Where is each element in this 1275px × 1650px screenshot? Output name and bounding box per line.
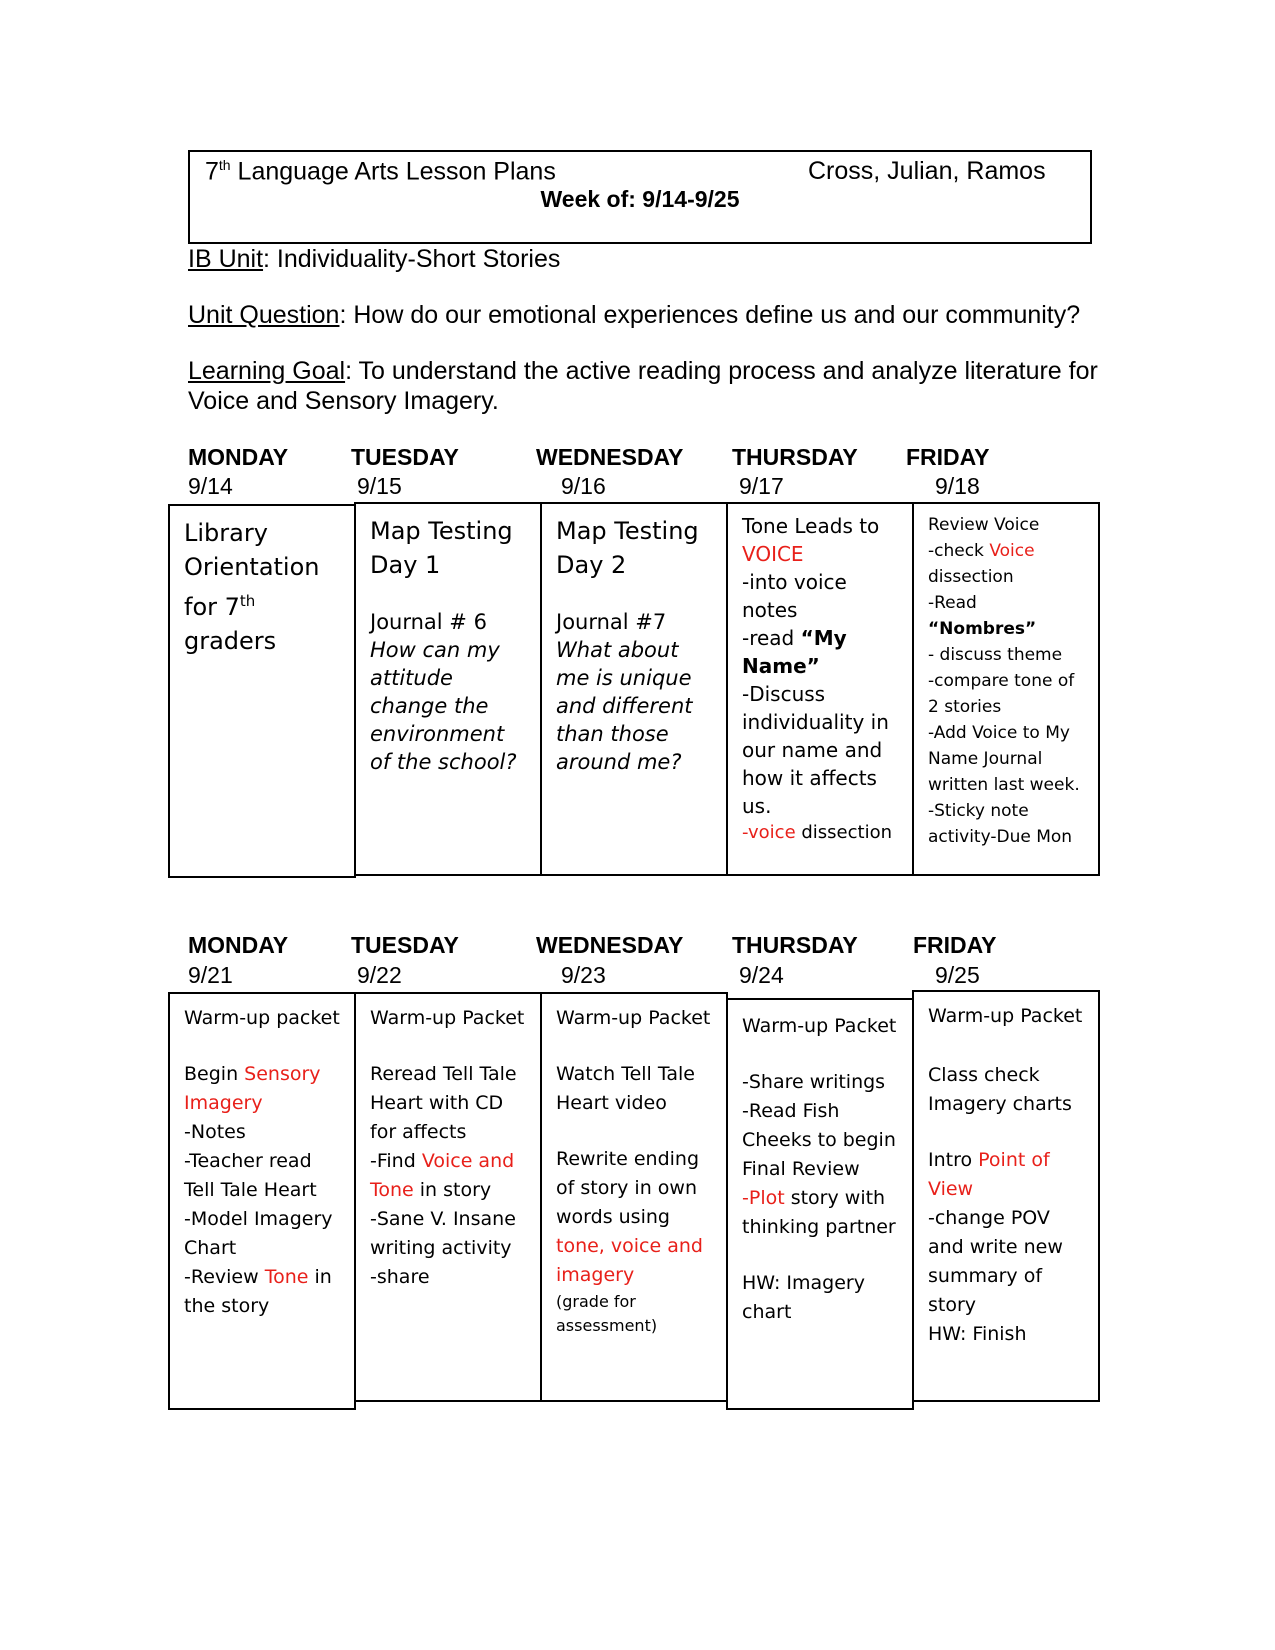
lesson-cell-thu-9-24: Warm-up Packet -Share writings -Read Fish Cheeks to begin Final Review -Plot story with thinking partner HW: Imagery chart [726,998,914,1410]
day-date: 9/21 [188,962,233,988]
week-range: Week of: 9/14-9/25 [540,186,740,212]
lesson-cell-fri-9-25: Warm-up Packet Class check Imagery charts Intro Point of View -change POV and write new summary of story HW: Finish [912,990,1100,1402]
day-header: WEDNESDAY [536,932,684,958]
lesson-cell-mon-9-21: Warm-up packet Begin Sensory Imagery -Notes -Teacher read Tell Tale Heart -Model Imagery Chart -Review Tone in the story [168,992,356,1410]
day-date: 9/22 [357,962,402,988]
day-date: 9/17 [739,473,784,499]
day-header: TUESDAY [351,932,459,958]
lesson-cell-wed-9-23: Warm-up Packet Watch Tell Tale Heart video Rewrite ending of story in own words using tone, voice and imagery (grade for assessment) [540,992,728,1402]
document-title: 7th Language Arts Lesson Plans [205,157,556,186]
day-date: 9/16 [561,473,606,499]
day-date: 9/24 [739,962,784,988]
day-date: 9/18 [935,473,980,499]
day-header: MONDAY [188,932,289,958]
day-header: MONDAY [188,444,289,470]
day-date: 9/15 [357,473,402,499]
teacher-names: Cross, Julian, Ramos [808,157,1046,185]
day-header: FRIDAY [913,932,997,958]
day-date: 9/23 [561,962,606,988]
day-header: WEDNESDAY [536,444,684,470]
day-header: TUESDAY [351,444,459,470]
lesson-cell-wed-9-16: Map Testing Day 2 Journal #7 What about me is unique and different than those around me? [540,502,728,876]
day-header: FRIDAY [906,444,990,470]
lesson-cell-tue-9-22: Warm-up Packet Reread Tell Tale Heart with CD for affects -Find Voice and Tone in story -Sane V. Insane writing activity -share [354,992,542,1402]
ib-unit: IB Unit: Individuality-Short Stories [188,245,561,273]
lesson-cell-mon-9-14: Library Orientation for 7th graders [168,504,356,878]
lesson-cell-fri-9-18: Review Voice -check Voice dissection -Read “Nombres” - discuss theme -compare tone of 2 stories -Add Voice to My Name Journal written last week. -Sticky note activity-Due Mon [912,502,1100,876]
day-header: THURSDAY [732,932,858,958]
lesson-cell-thu-9-17: Tone Leads to VOICE -into voice notes -read “My Name” -Discuss individuality in our name and how it affects us. -voice dissection [726,502,914,876]
learning-goal: Learning Goal: To understand the active reading process and analyze literature for Voice and Sensory Imagery. [188,357,1098,415]
lesson-cell-tue-9-15: Map Testing Day 1 Journal # 6 How can my attitude change the environment of the school? [354,502,542,876]
day-date: 9/25 [935,962,980,988]
unit-question: Unit Question: How do our emotional experiences define us and our community? [188,301,1081,329]
day-date: 9/14 [188,473,233,499]
day-header: THURSDAY [732,444,858,470]
